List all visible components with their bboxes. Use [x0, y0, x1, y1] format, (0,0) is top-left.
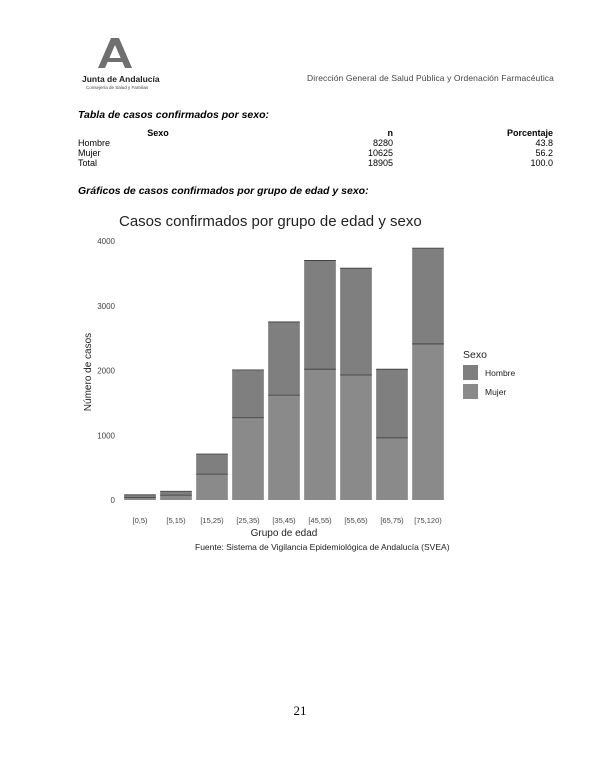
logo-name: Junta de Andalucía [82, 74, 160, 84]
y-tick-label: 0 [110, 496, 115, 505]
y-axis-label: Número de casos [83, 332, 94, 412]
y-tick-label: 2000 [97, 366, 115, 376]
bar-segment-hombre [412, 248, 444, 344]
legend-swatch-hombre [463, 365, 478, 380]
x-tick-label: [15,25) [200, 516, 224, 525]
table-cell: 43.8 [535, 138, 553, 148]
bar-segment-hombre [196, 454, 228, 474]
bar-segment-mujer [304, 369, 336, 500]
x-tick-label: [55,65) [344, 516, 368, 525]
bar-segment-hombre [376, 369, 408, 438]
legend-swatch-mujer [463, 384, 478, 399]
table-cell: 10625 [367, 148, 393, 158]
table-cell: 8280 [372, 138, 393, 148]
bar-segment-hombre [160, 491, 192, 495]
page-number: 21 [293, 703, 307, 718]
x-tick-label: [35,45) [272, 516, 296, 525]
column-header-porcentaje: Porcentaje [506, 128, 553, 138]
x-tick-label: [75,120) [414, 516, 442, 525]
bar-segment-mujer [412, 344, 444, 500]
legend-label-mujer: Mujer [485, 387, 507, 397]
table-cell: 56.2 [535, 148, 553, 158]
bar-segment-mujer [340, 375, 372, 500]
bar-segment-mujer [232, 418, 264, 500]
chart-source: Fuente: Sistema de Vigilancia Epidemiológica de Andalucía (SVEA) [195, 542, 450, 552]
table-cell: Total [78, 158, 98, 168]
bar-segment-mujer [268, 395, 300, 500]
x-axis-label: Grupo de edad [250, 528, 318, 539]
bar-segment-mujer [196, 474, 228, 500]
chart-title: Casos confirmados por grupo de edad y sexo [119, 213, 422, 230]
legend-title: Sexo [463, 349, 487, 361]
column-header-n: n [387, 128, 393, 138]
x-tick-label: [65,75) [380, 516, 404, 525]
legend-label-hombre: Hombre [485, 368, 516, 378]
table-cell: Hombre [78, 138, 111, 148]
logo-subtitle: Consejería de Salud y Familias [86, 85, 149, 90]
y-tick-label: 3000 [97, 301, 115, 311]
x-tick-label: [0,5) [132, 516, 148, 525]
header-directorate: Dirección General de Salud Pública y Ordenación Farmacéutica [307, 73, 554, 83]
x-tick-label: [25,35) [236, 516, 260, 525]
bar-segment-hombre [304, 260, 336, 369]
y-tick-label: 4000 [97, 237, 115, 246]
bar-segment-hombre [268, 322, 300, 395]
table-cell: 100.0 [530, 158, 553, 168]
bar-segment-mujer [160, 495, 192, 500]
y-tick-label: 1000 [97, 431, 115, 441]
bar-segment-hombre [340, 268, 372, 375]
x-tick-label: [45,55) [308, 516, 332, 525]
table-cell: 18905 [367, 158, 393, 168]
table-heading: Tabla de casos confirmados por sexo: [78, 109, 269, 121]
x-tick-label: [5,15) [166, 516, 186, 525]
chart-heading: Gráficos de casos confirmados por grupo de edad y sexo: [78, 185, 369, 197]
table-cell: Mujer [78, 148, 101, 158]
column-header-sexo: Sexo [147, 128, 169, 138]
bar-segment-hombre [232, 370, 264, 418]
bar-segment-mujer [376, 438, 408, 500]
